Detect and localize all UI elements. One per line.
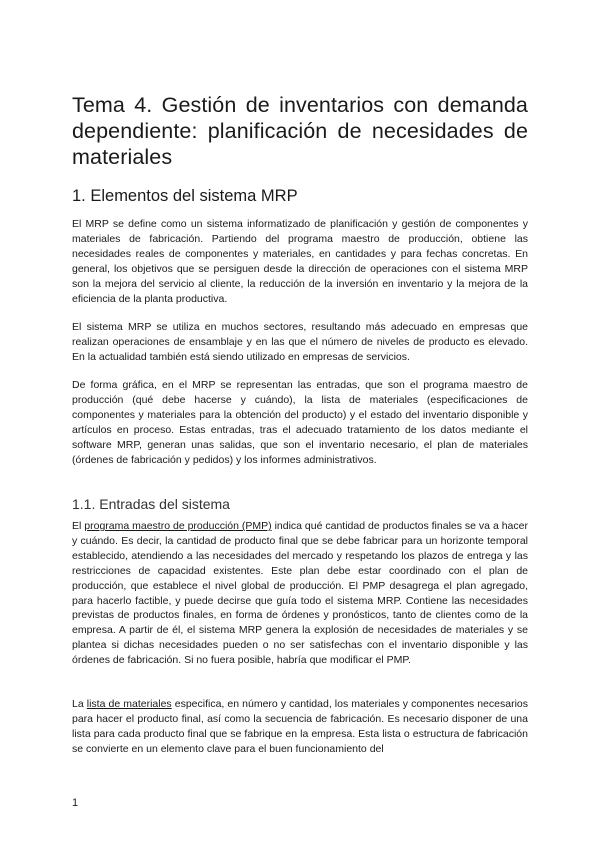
section-heading: 1. Elementos del sistema MRP — [72, 187, 298, 205]
paragraph-bom-body: especifica, en número y cantidad, los materiales y componentes necesarios para hacer el producto final, así como la secuencia de fabricación. Es necesario disponer de una lista para cada producto final que se fabrique en la empresa. Esta lista o estructura de fabricación se convierte en un elemento clave para el buen funcionamiento del — [72, 698, 528, 755]
paragraph-bom-lead: La — [72, 698, 87, 710]
page-number: 1 — [72, 797, 79, 809]
term-pmp: programa maestro de producción (PMP) — [84, 520, 272, 532]
paragraph-pmp — [72, 519, 528, 668]
term-bom: lista de materiales — [86, 698, 172, 710]
paragraph-pmp-lead: El — [72, 520, 85, 532]
paragraph-mrp-usage: El sistema MRP se utiliza en muchos sectores, resultando más adecuado en empresas que realizan operaciones de ensamblaje y en las que el número de niveles de producto es elevado. En la actualidad también está siendo utilizado en empresas de servicios. — [72, 321, 528, 363]
document-title: Tema 4. Gestión de inventarios con demanda dependiente: planificación de necesidades de materiales — [72, 93, 528, 169]
subsection-heading: 1.1. Entradas del sistema — [72, 496, 230, 512]
paragraph-bom — [72, 697, 528, 757]
paragraph-mrp-definition: El MRP se define como un sistema informatizado de planificación y gestión de componentes y materiales de fabricación. Partiendo del programa maestro de producción, obtiene las necesidades reales de componentes y materiales, en cantidades y para fechas concretas. En general, los objetivos que se persiguen desde la dirección de operaciones con el sistema MRP son la mejora del servicio al cliente, la reducción de la inversión en inventario y la mejora de la eficiencia de la planta productiva. — [72, 218, 528, 305]
paragraph-pmp-body: indica qué cantidad de productos finales se va a hacer y cuándo. Es decir, la cantidad de producto final que se debe fabricar para un horizonte temporal establecido, atendiendo a las necesidades del mercado y respetando los plazos de entrega y las restricciones de capacidad existentes. Este plan debe estar coordinado con el plan de producción, que establece el nivel global de producción. El PMP desagrega el plan agregado, para hacerlo factible, y puede decirse que guía todo el sistema MRP. Contiene las necesidades previstas de productos finales, en forma de órdenes y pronósticos, tanto de clientes como de la empresa. A partir de él, el sistema MRP genera la explosión de necesidades de materiales y se plantea si dichas necesidades pueden o no ser satisfechas con el inventario disponible y las órdenes de fabricación. Si no fuera posible, habría que modificar el PMP. — [72, 520, 528, 667]
paragraph-mrp-inputs-outputs: De forma gráfica, en el MRP se representan las entradas, que son el programa maestro de producción (qué debe hacerse y cuándo), la lista de materiales (especificaciones de componentes y materiales para la obtención del producto) y el estado del inventario disponible y artículos en proceso. Estas entradas, tras el adecuado tratamiento de los datos mediante el software MRP, generan unas salidas, que son el inventario necesario, el plan de materiales (órdenes de fabricación y pedidos) y los informes administrativos. — [72, 379, 528, 466]
